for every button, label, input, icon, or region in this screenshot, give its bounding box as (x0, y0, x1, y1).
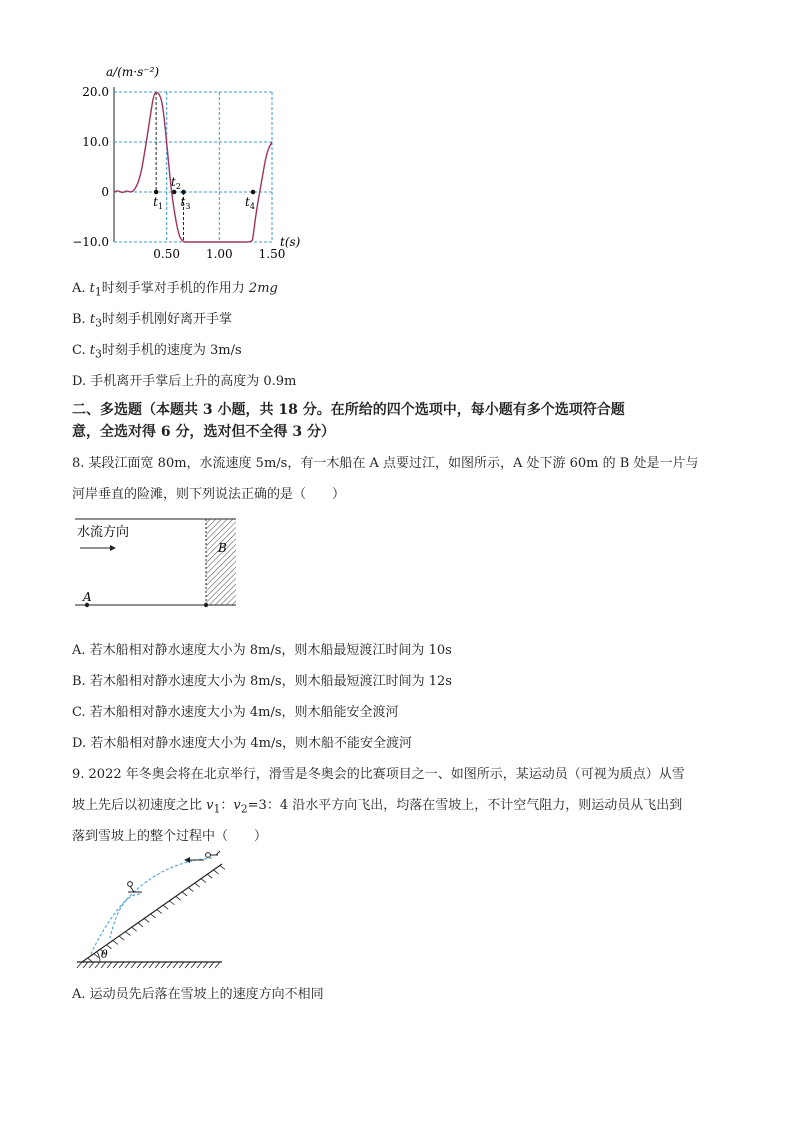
question-9-line2 (72, 794, 682, 816)
hatch-mark (107, 962, 112, 968)
hatch-mark (191, 962, 196, 968)
hatch-mark (119, 936, 124, 940)
hatch-mark (155, 962, 160, 968)
hatch-mark (214, 870, 219, 874)
acceleration-time-chart (70, 60, 310, 270)
hatch-mark (185, 962, 190, 968)
chart-x-axis-label: t(s) (280, 235, 301, 249)
time-symbol: t (89, 312, 96, 327)
velocity-symbol: v (233, 798, 241, 813)
hatch-mark (220, 865, 225, 869)
option-formula: 2mg (248, 281, 278, 296)
text-run: 坡上先后以初速度之比 (72, 798, 207, 813)
chart-option-b (72, 308, 232, 330)
hatch-mark (125, 962, 130, 968)
question-8-option-c: C. 若木船相对静水速度大小为 4m/s，则木船能安全渡河 (72, 705, 399, 720)
hatch-mark (182, 892, 187, 896)
chart-x-tick-label: 1.00 (205, 247, 233, 261)
chart-option-d (72, 370, 296, 389)
hatch-mark (170, 901, 175, 905)
skier-icon (128, 882, 142, 892)
hatch-mark (176, 896, 181, 900)
chart-x-tick-label: 1.50 (258, 247, 286, 261)
hatch-mark (113, 940, 118, 944)
hatch-mark (132, 927, 137, 931)
hatch-mark (173, 962, 178, 968)
chart-option-c (72, 339, 242, 361)
flow-arrowhead (110, 545, 116, 551)
section-heading-line1: 二、多选题（本题共 3 小题，共 18 分。在所给的四个选项中，每小题有多个选项符合题 (72, 402, 625, 418)
trajectory-long (90, 858, 212, 956)
chart-marker-subscript: 2 (175, 182, 181, 191)
hatch-mark (89, 962, 94, 968)
option-letter: C. (72, 343, 90, 358)
text-run: =3：4 沿水平方向飞出，均落在雪坡上，不计空气阻力，则运动员从飞出到 (247, 798, 683, 813)
time-subscript: 3 (95, 316, 102, 330)
question-8-option-d: D. 若木船相对静水速度大小为 4m/s，则木船不能安全渡河 (72, 736, 413, 751)
question-8-line2: 河岸垂直的险滩，则下列说法正确的是（ ） (72, 487, 346, 502)
hatch-mark (113, 962, 118, 968)
hatch-mark (215, 962, 220, 968)
rapids-hatched-region (206, 519, 236, 605)
ski-slope-figure (72, 846, 232, 974)
time-subscript: 1 (94, 285, 102, 299)
section-heading-line2: 意，全选对得 6 分，选对但不全得 3 分） (72, 424, 335, 440)
hatch-mark (131, 962, 136, 968)
chart-marker-point (251, 190, 256, 195)
chart-marker-label: $t_1$ (153, 195, 164, 211)
chart-y-tick-label: −10.0 (72, 235, 109, 249)
hatch-mark (195, 883, 200, 887)
chart-marker-subscript: 4 (249, 202, 255, 211)
chart-y-tick-label: 20.0 (82, 85, 109, 99)
chart-x-tick-label: 0.50 (153, 247, 181, 261)
angle-theta-label: θ (101, 948, 108, 961)
chart-option-a (72, 277, 278, 299)
option-text: 时刻手掌对手机的作用力 (101, 281, 249, 296)
hatch-mark (179, 962, 184, 968)
velocity-subscript: 1 (213, 802, 221, 816)
river-figure (70, 512, 250, 612)
chart-marker-point (181, 190, 186, 195)
hatch-mark (149, 962, 154, 968)
question-8-option-a: A. 若木船相对静水速度大小为 8m/s，则木船最短渡江时间为 10s (72, 643, 452, 658)
point-b-label: B (218, 541, 227, 555)
skier-icon (206, 851, 220, 857)
option-text: 手机离开手掌后上升的高度为 0.9m (90, 374, 297, 389)
hatch-mark (207, 874, 212, 878)
hatch-mark (95, 962, 100, 968)
velocity-subscript: 2 (240, 802, 248, 816)
hatch-mark (144, 918, 149, 922)
time-subscript: 3 (94, 347, 102, 361)
hatch-mark (138, 923, 143, 927)
hatch-mark (167, 962, 172, 968)
chart-marker-label: $t_3$ (180, 195, 191, 211)
ground-hatching (77, 962, 220, 968)
hatch-mark (119, 962, 124, 968)
time-symbol: t (89, 281, 95, 296)
question-8-line1: 8. 某段江面宽 80m，水流速度 5m/s，有一木船在 A 点要过江，如图所示，A 处下游 60m 的 B 处是一片与 (72, 456, 699, 471)
point-b-dot (204, 603, 208, 607)
chart-marker-label: $t_2$ (171, 175, 181, 191)
chart-grid (114, 87, 272, 242)
chart-marker-label: $t_4$ (245, 195, 255, 211)
question-9-line3: 落到雪坡上的整个过程中（ ） (72, 829, 268, 844)
chart-marker-subscript: 3 (185, 202, 191, 211)
hatch-mark (188, 888, 193, 892)
option-letter: B. (72, 312, 90, 327)
hatch-mark (151, 914, 156, 918)
hatch-mark (157, 910, 162, 914)
hatch-mark (83, 962, 88, 968)
slope-hatching (88, 865, 225, 962)
hatch-mark (161, 962, 166, 968)
chart-series-line (114, 92, 272, 242)
option-text: 时刻手机的速度为 3m/s (101, 343, 242, 358)
hatch-mark (197, 962, 202, 968)
hatch-mark (101, 962, 106, 968)
chart-y-tick-label: 10.0 (82, 135, 109, 149)
hatch-mark (201, 879, 206, 883)
ratio-colon: ： (220, 798, 234, 813)
chart-marker-point (154, 190, 159, 195)
option-letter: D. (72, 374, 91, 389)
option-text: 时刻手机刚好离开手掌 (101, 312, 232, 327)
hatch-mark (203, 962, 208, 968)
hatch-mark (77, 962, 82, 968)
chart-y-axis-label: a/(m·s⁻²) (106, 65, 160, 79)
chart-marker-subscript: 1 (157, 202, 164, 211)
question-9-option-a: A. 运动员先后落在雪坡上的速度方向不相同 (72, 987, 324, 1002)
flow-direction-label: 水流方向 (77, 525, 130, 540)
hatch-mark (209, 962, 214, 968)
hatch-mark (143, 962, 148, 968)
point-a-label: A (83, 590, 92, 604)
velocity-symbol: v (206, 798, 214, 813)
option-letter: A. (72, 281, 90, 296)
question-9-line1: 9. 2022 年冬奥会将在北京举行，滑雪是冬奥会的比赛项目之一、如图所示，某运动员（可视为质点）从雪 (72, 767, 685, 782)
hatch-mark (137, 962, 142, 968)
chart-y-tick-label: 0 (101, 185, 109, 199)
hatch-mark (125, 932, 130, 936)
time-symbol: t (89, 343, 95, 358)
question-8-option-b: B. 若木船相对静水速度大小为 8m/s，则木船最短渡江时间为 12s (72, 674, 452, 689)
hatch-mark (163, 905, 168, 909)
